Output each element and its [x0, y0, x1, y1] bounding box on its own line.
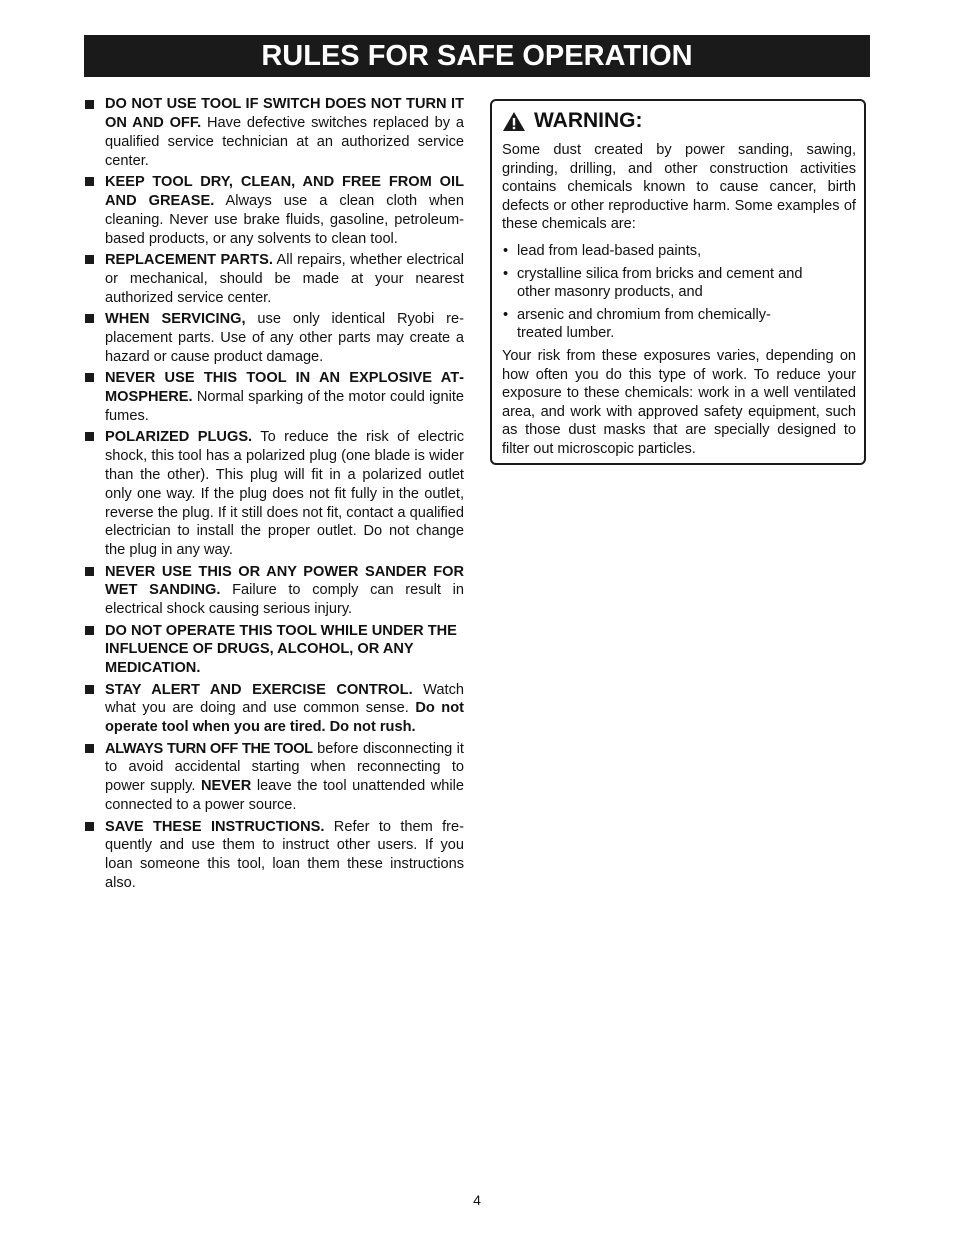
- page-number: 4: [473, 1192, 481, 1208]
- page-title: RULES FOR SAFE OPERATION: [84, 35, 870, 77]
- rule-item: [84, 369, 464, 426]
- rule-item: [84, 310, 464, 367]
- rule-item: [84, 251, 464, 308]
- square-bullet-icon: [85, 432, 94, 441]
- rule-text: use only identical Ryobi replacement parts. Use of any other parts may create a hazard or cause product damage.: [105, 310, 464, 365]
- warning-closing: Your risk from these exposures varies, depending on how often you do this type of work. To reduce your exposure to these chemicals: work in a well ventilated area, and work with approved safety equipment, such as those dust masks that are specially designed to filter out microscopic particles.: [502, 347, 856, 457]
- rule-lead: NEVER USE THIS OR ANY POWER SANDER FOR WET SANDING.: [105, 563, 464, 599]
- rule-text: Watch what you are doing and use common sense.: [105, 681, 464, 717]
- rule-text: To reduce the risk of electric shock, this tool has a polarized plug (one blade is wider than the other). This plug will fit in a polarized outlet only one way. If the plug does not fit fully in the outlet, reverse the plug. If it still does not fit, contact a qualified electrician to install the proper outlet. Do not change the plug in any way.: [105, 428, 464, 559]
- rule-lead: SAVE THESE INSTRUCTIONS.: [105, 818, 325, 835]
- rule-item: [84, 740, 464, 816]
- rule-lead: STAY ALERT AND EXERCISE CONTROL.: [105, 681, 413, 698]
- rule-lead: POLARIZED PLUGS.: [105, 428, 253, 445]
- rule-text: Refer to them frequently and use them to instruct other users. If you loan someone this tool, loan them these instructions also.: [105, 818, 464, 892]
- square-bullet-icon: [85, 685, 94, 694]
- rule-emphasis: Do not operate tool when you are tired. Do not rush.: [105, 700, 464, 736]
- warning-title: WARNING:: [534, 108, 643, 132]
- rule-text: All repairs, whether electrical or mechanical, should be made at your nearest authorized service center.: [105, 251, 464, 306]
- list-item: [502, 242, 856, 261]
- rule-text: Failure to comply can result in electrical shock causing serious injury.: [105, 582, 464, 618]
- chemical-list: [502, 242, 856, 343]
- square-bullet-icon: [85, 567, 94, 576]
- rule-lead: NEVER USE THIS TOOL IN AN EXPLOSIVE ATMOSPHERE.: [105, 369, 464, 405]
- warning-intro: Some dust created by power sanding, sawing, grinding, drilling, and other construction activities contains chemicals known to cause cancer, birth defects or other reproductive harm. Some examples of these chemicals are:: [502, 142, 856, 233]
- rule-item: [84, 622, 464, 679]
- square-bullet-icon: [85, 626, 94, 635]
- list-item-text: arsenic and chromium from chemically-treated lumber.: [517, 306, 771, 342]
- list-item-text: lead from lead-based paints,: [517, 242, 702, 259]
- warning-header: [502, 107, 856, 135]
- square-bullet-icon: [85, 177, 94, 186]
- rule-item: [84, 818, 464, 894]
- rule-text: Have defective switches replaced by a qualified service technician at an authorized service center.: [105, 114, 464, 169]
- rule-text: before disconnecting it to avoid accidental starting when reconnecting to power supply.: [105, 740, 464, 795]
- rule-lead: DO NOT USE TOOL IF SWITCH DOES NOT TURN IT ON AND OFF.: [105, 96, 464, 131]
- square-bullet-icon: [85, 822, 94, 831]
- rule-lead: REPLACEMENT PARTS.: [105, 251, 273, 268]
- square-bullet-icon: [85, 314, 94, 323]
- safety-rules-list: [84, 95, 464, 895]
- list-item: [502, 306, 856, 343]
- rule-lead: ALWAYS TURN OFF THE TOOL: [105, 740, 313, 757]
- list-item: [502, 265, 856, 302]
- warning-triangle-icon: [502, 111, 526, 132]
- list-item-text: crystalline silica from bricks and cement and other masonry products, and: [517, 265, 803, 301]
- rule-item: [84, 428, 464, 560]
- rule-item: [84, 563, 464, 620]
- square-bullet-icon: [85, 100, 94, 109]
- square-bullet-icon: [85, 744, 94, 753]
- rule-item: [84, 681, 464, 738]
- rule-lead: DO NOT OPERATE THIS TOOL WHILE UNDER THE INFLUENCE OF DRUGS, ALCOHOL, OR ANY MEDICATION.: [105, 622, 457, 677]
- rule-item: [84, 95, 464, 171]
- rule-lead: KEEP TOOL DRY, CLEAN, AND FREE FROM OIL AND GREASE.: [105, 173, 464, 209]
- rule-text: leave the tool unattended while connected to a power source.: [105, 778, 464, 814]
- square-bullet-icon: [85, 373, 94, 382]
- rule-text: Always use a clean cloth when cleaning. Never use brake fluids, gasoline, petroleum-based products, or any solvents to clean tool.: [105, 192, 465, 247]
- rule-emphasis: NEVER: [201, 778, 252, 795]
- rule-lead: WHEN SERVICING,: [105, 310, 246, 327]
- bullet-dot-icon: •: [503, 265, 509, 282]
- rule-item: [84, 173, 464, 249]
- square-bullet-icon: [85, 255, 94, 264]
- warning-box: [490, 99, 866, 465]
- rule-text: Normal sparking of the motor could ignite fumes.: [105, 388, 464, 424]
- bullet-dot-icon: •: [503, 242, 509, 259]
- bullet-dot-icon: •: [503, 306, 509, 323]
